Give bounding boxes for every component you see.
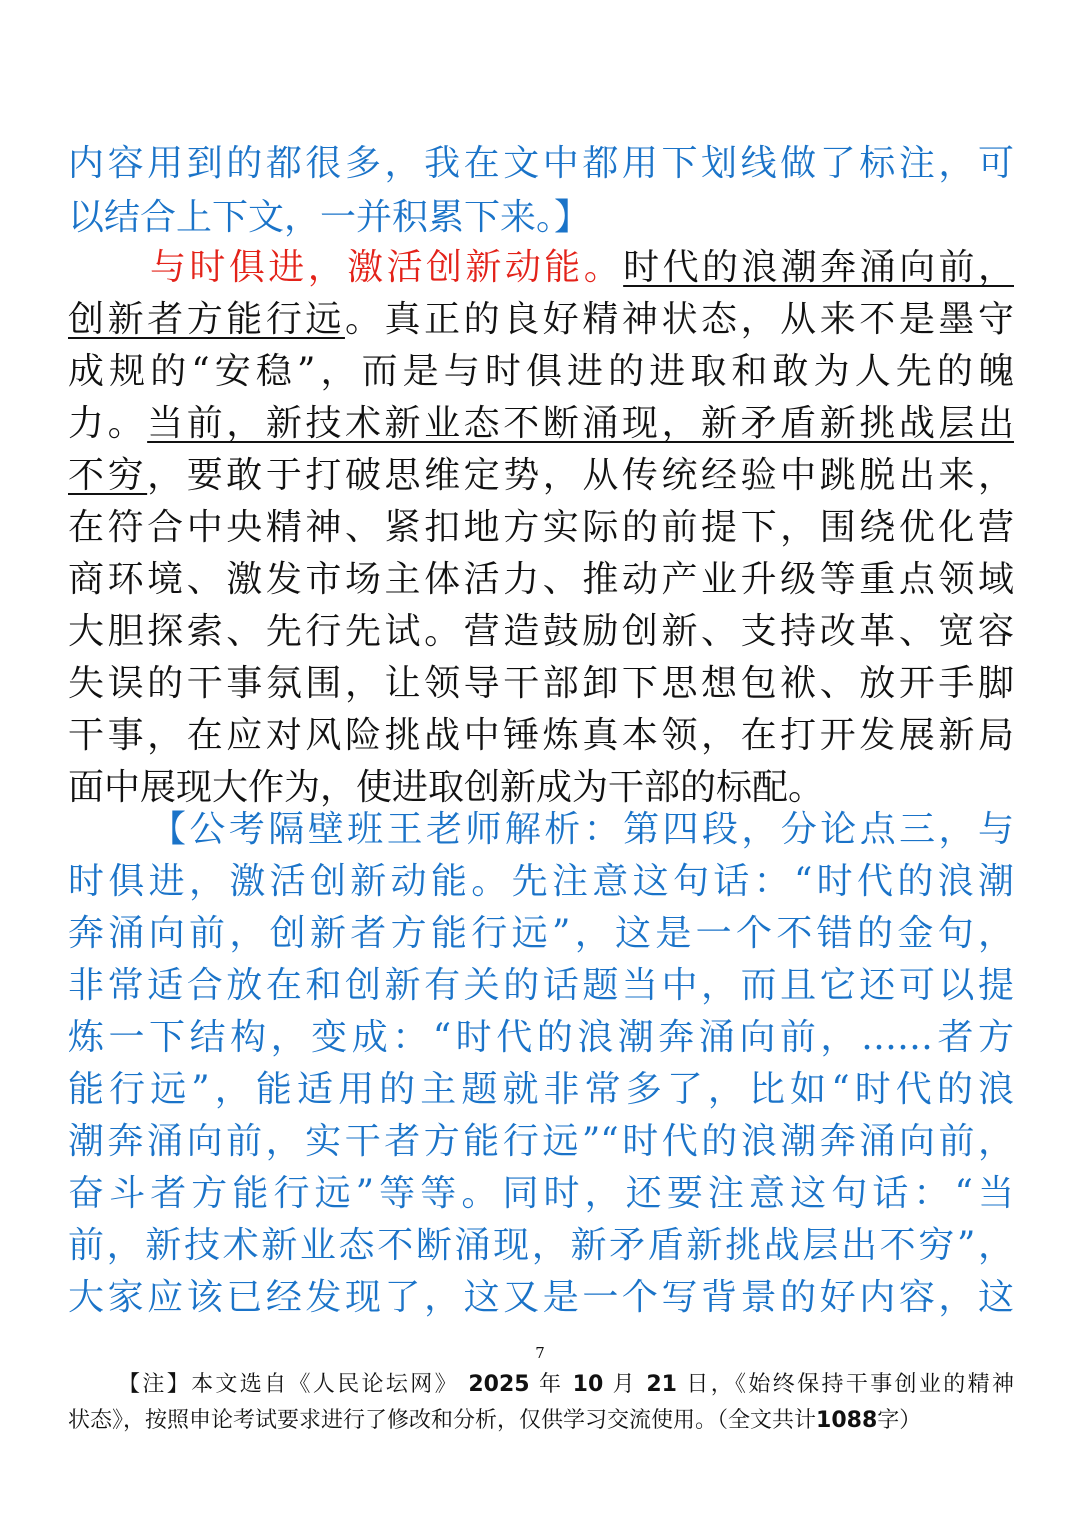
text-line — [68, 398, 1014, 450]
text-line — [150, 242, 1014, 294]
text-line: 大胆探索、先行先试。营造鼓励创新、支持改革、宽容 — [68, 611, 1014, 652]
text-line: 潮奔涌向前，实干者方能行远”“时代的浪潮奔涌向前， — [68, 1121, 1014, 1162]
footnote-count: 1088 — [816, 1408, 878, 1433]
text-line: 炼一下结构，变成：“时代的浪潮奔涌向前，……者方 — [68, 1017, 1014, 1058]
text-span: ，要敢于打破思维定势，从传统经验中跳脱出来， — [147, 455, 1014, 496]
text-line — [68, 294, 1014, 346]
text-span: 。真正的良好精神状态，从来不是墨守 — [344, 299, 1014, 340]
footnote-day: 21 — [646, 1372, 677, 1397]
text-line — [68, 450, 1014, 502]
text-line: 时俱进，激活创新动能。先注意这句话：“时代的浪潮 — [68, 861, 1014, 902]
footnote-year: 2025 — [468, 1372, 530, 1397]
text-line: 非常适合放在和创新有关的话题当中，而且它还可以提 — [68, 965, 1014, 1006]
text-line: 以结合上下文，一并积累下来。】 — [68, 197, 591, 238]
section-heading: 与时俱进，激活创新动能。 — [150, 247, 624, 288]
text-line: 前，新技术新业态不断涌现，新矛盾新挑战层出不穷”， — [68, 1225, 1014, 1266]
text-span: 字） — [877, 1408, 922, 1433]
text-line: 成规的“安稳”，而是与时俱进的进取和敢为人先的魄 — [68, 351, 1014, 392]
footnote-line — [68, 1404, 1014, 1438]
text-line: 失误的干事氛围，让领导干部卸下思想包袱、放开手脚 — [68, 663, 1014, 704]
text-span: 日，《始终保持干事创业的精神 — [686, 1372, 1014, 1397]
text-line: 奋斗者方能行远”等等。同时，还要注意这句话：“当 — [68, 1173, 1014, 1214]
text-line: 商环境、激发市场主体活力、推动产业升级等重点领域 — [68, 559, 1014, 600]
text-span: 【注】本文选自《人民论坛网》 — [118, 1372, 459, 1397]
text-span: 力。 — [68, 403, 148, 444]
text-span: 状态》，按照申论考试要求进行了修改和分析，仅供学习交流使用。（全文共计 — [68, 1408, 817, 1433]
text-line: 大家应该已经发现了，这又是一个写背景的好内容，这 — [68, 1277, 1014, 1318]
underlined-phrase: 创新者方能行远 — [68, 299, 345, 340]
underlined-phrase: 时代的浪潮奔涌向前， — [623, 247, 1014, 288]
text-line: 内容用到的都很多，我在文中都用下划线做了标注，可 — [68, 143, 1014, 184]
text-span: 年 — [538, 1372, 564, 1397]
text-line: 面中展现大作为，使进取创新成为干部的标配。 — [68, 767, 825, 808]
underlined-phrase: 不穷 — [68, 455, 148, 496]
text-line: 干事，在应对风险挑战中锤炼真本领，在打开发展新局 — [68, 715, 1014, 756]
page-number: 7 — [535, 1344, 545, 1362]
underlined-phrase: 当前，新技术新业态不断涌现，新矛盾新挑战层出 — [147, 403, 1014, 444]
text-line: 【公考隔壁班王老师解析：第四段，分论点三，与 — [150, 809, 1014, 850]
footnote-line — [118, 1368, 1014, 1402]
footnote-month: 10 — [572, 1372, 604, 1397]
text-line: 在符合中央精神、紧扣地方实际的前提下，围绕优化营 — [68, 507, 1014, 548]
text-line: 奔涌向前，创新者方能行远”，这是一个不错的金句， — [68, 913, 1014, 954]
text-line: 能行远”，能适用的主题就非常多了，比如“时代的浪 — [68, 1069, 1014, 1110]
text-span: 月 — [612, 1372, 637, 1397]
